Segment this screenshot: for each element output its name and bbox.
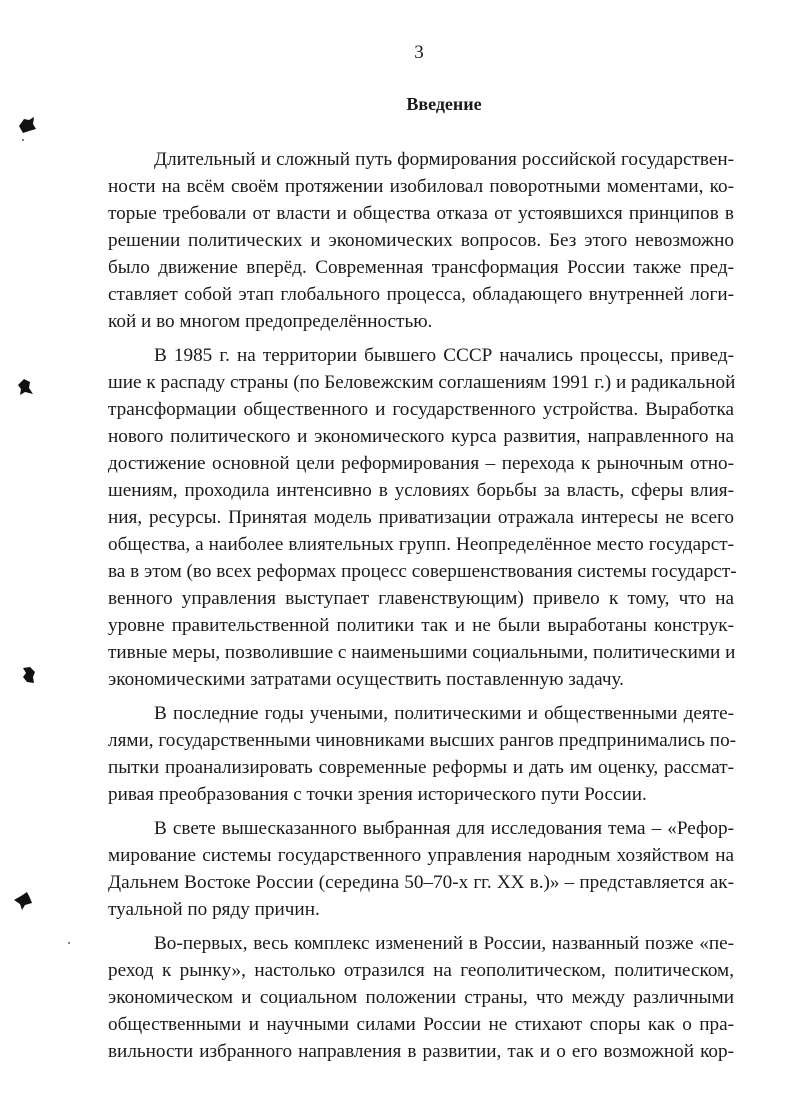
binder-hole-mark — [12, 890, 34, 912]
text-line: экономическими затратами осуществить поставленную задачу. — [108, 669, 624, 690]
text-line: общественными и научными силами России не стихают споры как о пра- — [108, 1014, 734, 1035]
body-text — [108, 146, 737, 1065]
text-line: ва в этом (во всех реформах процесс совершенствования системы государст- — [108, 561, 737, 582]
text-line: торые требовали от власти и общества отказа от устоявшихся принципов в — [108, 203, 734, 224]
text-line: венного управления выступает главенствующим) привело к тому, что на — [108, 588, 734, 609]
text-line: Длительный и сложный путь формирования российской государствен- — [154, 149, 734, 170]
text-line: мирование системы государственного управления народным хозяйством на — [108, 845, 734, 866]
text-line: решении политических и экономических вопросов. Без этого невозможно — [108, 230, 734, 251]
page-number: 3 — [414, 42, 424, 63]
text-line: туальной по ряду причин. — [108, 899, 320, 920]
section-heading: Введение — [406, 94, 482, 114]
text-line: вильности избранного направления в развитии, так и о его возможной кор- — [108, 1041, 734, 1062]
text-line: ставляет собой этап глобального процесса, обладающего внутренней логи- — [108, 284, 734, 305]
text-line: достижение основной цели реформирования – перехода к рыночным отно- — [108, 453, 734, 474]
paragraph — [108, 700, 737, 808]
text-line: ривая преобразования с точки зрения исторического пути России. — [108, 784, 647, 805]
text-line: ния, ресурсы. Принятая модель приватизации отражала интересы не всего — [108, 507, 734, 528]
text-line: общества, а наиболее влиятельных групп. Неопределённое место государст- — [108, 534, 734, 555]
text-line: Дальнем Востоке России (середина 50–70-х гг. XX в.)» – представляется ак- — [108, 872, 734, 893]
scan-speck — [68, 942, 70, 944]
text-line: В свете вышесказанного выбранная для исследования тема – «Рефор- — [154, 818, 734, 839]
binder-hole-mark — [16, 114, 38, 136]
text-line: реход к рынку», настолько отразился на геополитическом, политическом, — [108, 960, 734, 981]
binder-hole-mark — [18, 664, 40, 686]
text-line: шениям, проходила интенсивно в условиях борьбы за власть, сферы влия- — [108, 480, 734, 501]
text-line: кой и во многом предопределённостью. — [108, 311, 433, 332]
text-line: Во-первых, весь комплекс изменений в России, названный позже «пе- — [154, 933, 734, 954]
text-line: пытки проанализировать современные реформы и дать им оценку, рассмат- — [108, 757, 734, 778]
paragraph — [108, 146, 734, 335]
paragraph — [108, 342, 737, 693]
text-line: нового политического и экономического курса развития, направленного на — [108, 426, 734, 447]
paragraph — [108, 815, 734, 923]
text-line: трансформации общественного и государственного устройства. Выработка — [108, 399, 734, 420]
text-line: В 1985 г. на территории бывшего СССР начались процессы, привед- — [154, 345, 734, 366]
text-line: уровне правительственной политики так и не были выработаны конструк- — [108, 615, 734, 636]
binder-hole-mark — [14, 376, 36, 398]
text-line: В последние годы учеными, политическими и общественными деяте- — [154, 703, 734, 724]
text-line: тивные меры, позволившие с наименьшими социальными, политическими и — [108, 642, 736, 663]
text-line: ности на всём своём протяжении изобиловал поворотными моментами, ко- — [108, 176, 734, 197]
text-line: шие к распаду страны (по Беловежским соглашениям 1991 г.) и радикальной — [108, 372, 736, 393]
text-line: было движение вперёд. Современная трансформация России также пред- — [108, 257, 734, 278]
paragraph — [108, 930, 734, 1065]
scan-speck — [22, 139, 24, 141]
text-line: лями, государственными чиновниками высших рангов предпринимались по- — [108, 730, 737, 751]
text-line: экономическом и социальном положении страны, что между различными — [108, 987, 734, 1008]
